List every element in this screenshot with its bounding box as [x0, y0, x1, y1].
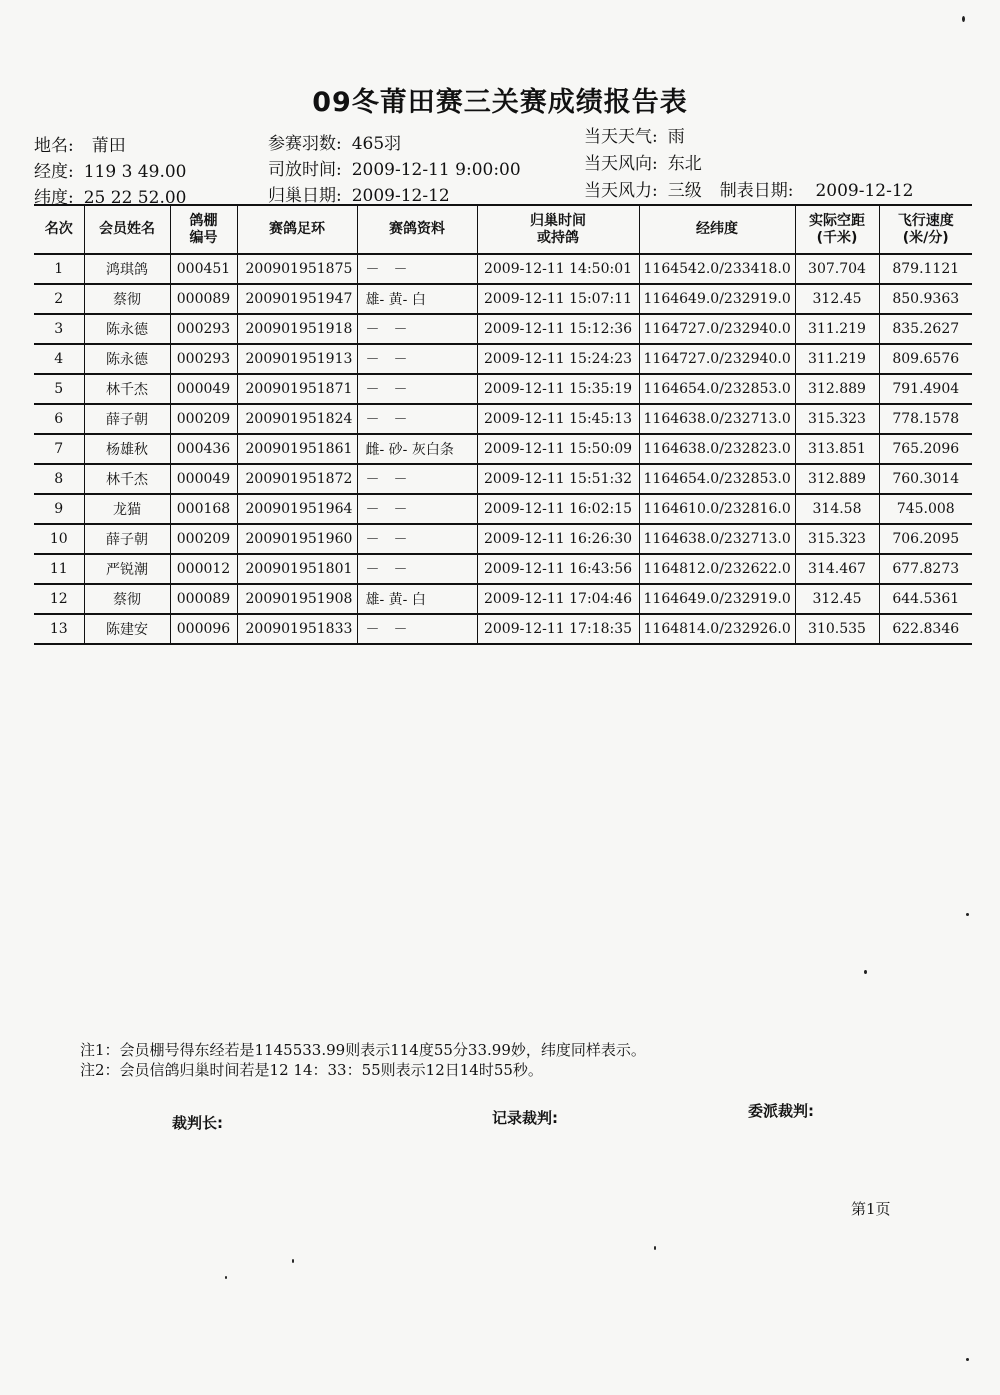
table-cell: 薛子朝 [84, 524, 170, 554]
table-cell: 000293 [170, 344, 237, 374]
meta-longitude [34, 157, 186, 182]
table-cell: 000209 [170, 524, 237, 554]
table-cell: 200901951908 [237, 584, 357, 614]
table-cell: － － [357, 554, 477, 584]
release-label: 司放时间: [268, 160, 342, 180]
scan-speck [966, 913, 969, 916]
table-cell: 200901951801 [237, 554, 357, 584]
table-cell: 622.8346 [879, 614, 972, 644]
table-cell: 200901951913 [237, 344, 357, 374]
table-cell: 765.2096 [879, 434, 972, 464]
table-row [34, 554, 972, 584]
count-label: 参赛羽数: [268, 134, 342, 154]
table-cell: 1 [34, 254, 84, 284]
table-row [34, 374, 972, 404]
table-cell: 13 [34, 614, 84, 644]
table-cell: 雌- 砂- 灰白条 [357, 434, 477, 464]
meta-return [268, 181, 450, 206]
table-cell: 000089 [170, 284, 237, 314]
table-cell: 2009-12-11 15:12:36 [477, 314, 639, 344]
table-cell: － － [357, 344, 477, 374]
column-header: 实际空距 (千米) [795, 205, 879, 254]
location-value: 莆田 [91, 136, 126, 156]
table-cell: 陈永德 [84, 344, 170, 374]
table-cell: 200901951947 [237, 284, 357, 314]
table-cell: 雄- 黄- 白 [357, 284, 477, 314]
latitude-label: 纬度: [34, 188, 74, 208]
table-cell: 1164638.0/232823.0 [639, 434, 795, 464]
report-title: 09冬莆田赛三关赛成绩报告表 [312, 87, 688, 118]
table-cell: 200901951964 [237, 494, 357, 524]
table-cell: 1164638.0/232713.0 [639, 524, 795, 554]
table-cell: 307.704 [795, 254, 879, 284]
column-header: 名次 [34, 205, 84, 254]
chief-referee-label: 裁判长: [172, 1114, 223, 1132]
table-row [34, 584, 972, 614]
table-cell: 311.219 [795, 314, 879, 344]
table-row [34, 614, 972, 644]
scan-speck [864, 970, 867, 974]
table-cell: 315.323 [795, 524, 879, 554]
table-cell: 677.8273 [879, 554, 972, 584]
table-cell: 200901951918 [237, 314, 357, 344]
table-cell: 312.45 [795, 584, 879, 614]
location-label: 地名: [34, 136, 74, 156]
table-cell: 312.45 [795, 284, 879, 314]
table-cell: 312.889 [795, 374, 879, 404]
table-cell: 林千杰 [84, 374, 170, 404]
table-cell: 11 [34, 554, 84, 584]
table-cell: 陈永德 [84, 314, 170, 344]
column-header: 赛鸽足环 [237, 205, 357, 254]
table-cell: 12 [34, 584, 84, 614]
wind-force-value: 三级 [667, 181, 702, 201]
table-cell: 1164727.0/232940.0 [639, 344, 795, 374]
table-cell: － － [357, 404, 477, 434]
table-header-row [34, 205, 972, 254]
table-cell: 1164649.0/232919.0 [639, 284, 795, 314]
table-cell: 000089 [170, 584, 237, 614]
count-value: 465羽 [351, 134, 402, 154]
table-cell: 1164649.0/232919.0 [639, 584, 795, 614]
table-cell: 薛子朝 [84, 404, 170, 434]
table-cell: 2009-12-11 16:02:15 [477, 494, 639, 524]
made-date-label: 制表日期: [719, 181, 794, 201]
table-cell: 850.9363 [879, 284, 972, 314]
table-cell: 雄- 黄- 白 [357, 584, 477, 614]
table-cell: 7 [34, 434, 84, 464]
table-cell: 2009-12-11 15:45:13 [477, 404, 639, 434]
wind-direction-label: 当天风向: [584, 154, 658, 174]
table-cell: 1164727.0/232940.0 [639, 314, 795, 344]
table-cell: 林千杰 [84, 464, 170, 494]
table-row [34, 284, 972, 314]
table-cell: 000168 [170, 494, 237, 524]
wind-force-label: 当天风力: [584, 181, 658, 201]
table-cell: 000209 [170, 404, 237, 434]
table-cell: 200901951872 [237, 464, 357, 494]
table-cell: 879.1121 [879, 254, 972, 284]
table-cell: 200901951871 [237, 374, 357, 404]
table-cell: 200901951960 [237, 524, 357, 554]
table-cell: 2009-12-11 17:18:35 [477, 614, 639, 644]
made-date-value: 2009-12-12 [815, 181, 914, 201]
table-cell: 2009-12-11 15:51:32 [477, 464, 639, 494]
table-cell: 200901951824 [237, 404, 357, 434]
table-cell: 1164638.0/232713.0 [639, 404, 795, 434]
release-value: 2009-12-11 9:00:00 [351, 160, 521, 180]
weather-value: 雨 [667, 127, 685, 147]
table-row [34, 464, 972, 494]
results-table [34, 204, 972, 645]
table-cell: 蔡彻 [84, 584, 170, 614]
meta-release [268, 155, 521, 180]
table-cell: 1164610.0/232816.0 [639, 494, 795, 524]
table-cell: 312.889 [795, 464, 879, 494]
table-cell: 313.851 [795, 434, 879, 464]
longitude-value: 119 3 49.00 [83, 162, 187, 182]
table-cell: 1164814.0/232926.0 [639, 614, 795, 644]
table-cell: 000049 [170, 464, 237, 494]
page-number: 第1页 [851, 1200, 891, 1218]
table-cell: 8 [34, 464, 84, 494]
table-cell: 314.467 [795, 554, 879, 584]
table-cell: 蔡彻 [84, 284, 170, 314]
table-cell: － － [357, 374, 477, 404]
table-cell: 000451 [170, 254, 237, 284]
note-2: 注2：会员信鸽归巢时间若是12 14：33：55则表示12日14时55秒。 [80, 1061, 543, 1079]
meta-wind-direction [584, 149, 702, 174]
table-cell: 791.4904 [879, 374, 972, 404]
table-cell: 4 [34, 344, 84, 374]
table-cell: 1164542.0/233418.0 [639, 254, 795, 284]
weather-label: 当天天气: [584, 127, 658, 147]
table-cell: 1164654.0/232853.0 [639, 464, 795, 494]
meta-weather [584, 122, 685, 147]
table-cell: 000096 [170, 614, 237, 644]
table-cell: 2 [34, 284, 84, 314]
note-1: 注1：会员棚号得东经若是1145533.99则表示114度55分33.99妙，纬度同样表示。 [80, 1041, 646, 1059]
column-header: 会员姓名 [84, 205, 170, 254]
table-row [34, 494, 972, 524]
table-cell: 3 [34, 314, 84, 344]
delegate-referee-label: 委派裁判: [748, 1102, 814, 1120]
table-cell: － － [357, 464, 477, 494]
table-cell: 杨雄秋 [84, 434, 170, 464]
table-cell: 745.008 [879, 494, 972, 524]
table-cell: 6 [34, 404, 84, 434]
table-cell: 2009-12-11 15:35:19 [477, 374, 639, 404]
table-cell: 311.219 [795, 344, 879, 374]
table-cell: 2009-12-11 16:26:30 [477, 524, 639, 554]
meta-count [268, 129, 401, 154]
latitude-value: 25 22 52.00 [83, 188, 187, 208]
scan-speck [962, 16, 965, 22]
table-cell: 2009-12-11 15:50:09 [477, 434, 639, 464]
table-row [34, 344, 972, 374]
table-cell: 1164654.0/232853.0 [639, 374, 795, 404]
column-header: 经纬度 [639, 205, 795, 254]
column-header: 鸽棚 编号 [170, 205, 237, 254]
return-value: 2009-12-12 [351, 186, 450, 206]
table-cell: 2009-12-11 16:43:56 [477, 554, 639, 584]
column-header: 赛鸽资料 [357, 205, 477, 254]
table-cell: 000049 [170, 374, 237, 404]
table-cell: 严锐潮 [84, 554, 170, 584]
notes [80, 1040, 646, 1080]
table-cell: 644.5361 [879, 584, 972, 614]
scan-speck [654, 1246, 656, 1250]
table-body [34, 254, 972, 644]
table-cell: 809.6576 [879, 344, 972, 374]
return-label: 归巢日期: [268, 186, 342, 206]
table-cell: 000436 [170, 434, 237, 464]
table-row [34, 434, 972, 464]
table-cell: 2009-12-11 15:24:23 [477, 344, 639, 374]
table-cell: 000293 [170, 314, 237, 344]
table-cell: 2009-12-11 17:04:46 [477, 584, 639, 614]
longitude-label: 经度: [34, 162, 74, 182]
table-cell: 200901951875 [237, 254, 357, 284]
table-cell: 314.58 [795, 494, 879, 524]
table-cell: 200901951833 [237, 614, 357, 644]
table-cell: － － [357, 254, 477, 284]
scan-speck [292, 1259, 294, 1263]
table-cell: 龙猫 [84, 494, 170, 524]
wind-direction-value: 东北 [667, 154, 702, 174]
table-cell: － － [357, 494, 477, 524]
table-cell: 706.2095 [879, 524, 972, 554]
table-cell: 陈建安 [84, 614, 170, 644]
table-cell: 835.2627 [879, 314, 972, 344]
table-cell: － － [357, 614, 477, 644]
table-row [34, 314, 972, 344]
table-cell: 315.323 [795, 404, 879, 434]
table-cell: 5 [34, 374, 84, 404]
table-cell: 000012 [170, 554, 237, 584]
table-row [34, 254, 972, 284]
table-cell: 778.1578 [879, 404, 972, 434]
meta-location [34, 131, 126, 156]
table-cell: 200901951861 [237, 434, 357, 464]
table-cell: 10 [34, 524, 84, 554]
table-cell: 310.535 [795, 614, 879, 644]
table-cell: 1164812.0/232622.0 [639, 554, 795, 584]
scan-speck [225, 1276, 227, 1279]
table-cell: 鸿琪鸽 [84, 254, 170, 284]
meta-wind-force [584, 176, 913, 201]
recorder-referee-label: 记录裁判: [492, 1109, 558, 1127]
column-header: 归巢时间 或持鸽 [477, 205, 639, 254]
table-cell: － － [357, 524, 477, 554]
table-cell: 9 [34, 494, 84, 524]
table-cell: － － [357, 314, 477, 344]
table-row [34, 404, 972, 434]
scan-speck [966, 1358, 969, 1361]
table-row [34, 524, 972, 554]
table-cell: 760.3014 [879, 464, 972, 494]
table-cell: 2009-12-11 15:07:11 [477, 284, 639, 314]
column-header: 飞行速度 (米/分) [879, 205, 972, 254]
table-cell: 2009-12-11 14:50:01 [477, 254, 639, 284]
